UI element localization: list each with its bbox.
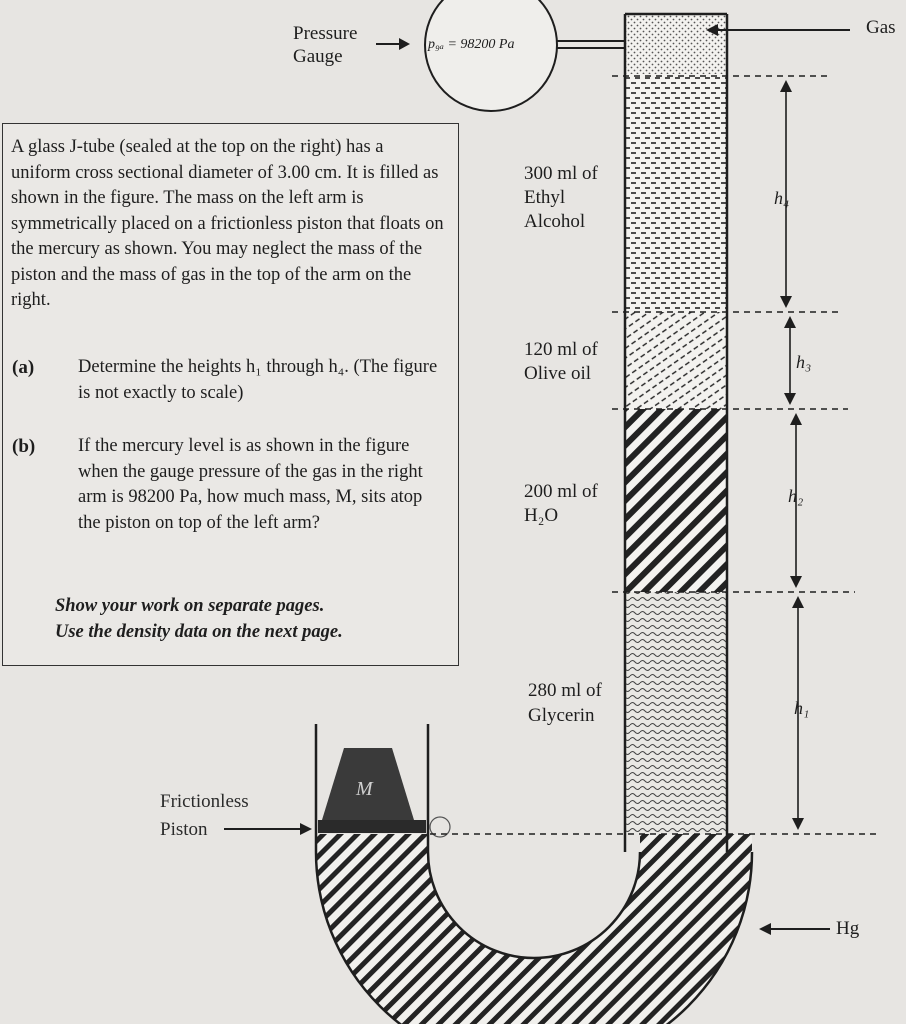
problem-intro: A glass J-tube (sealed at the top on the right) has a uniform cross sectional diameter of 3.00 cm. It is filled as shown in the figure. The mass on the left arm is symmetrically placed on a frictionless piston that floats on the mercury as shown. You may neglect the mass of the piston and the mass of gas in the top of the arm on the right. (11, 137, 444, 310)
layer-oil-volume: 120 ml of (524, 339, 598, 360)
part-b-text: If the mercury level is as shown in the figure when the gauge pressure of the gas in the right arm is 98200 Pa, how much mass, M, sits atop the piston on top of the left arm? (78, 436, 423, 533)
height-label-h4: h₄ (774, 188, 790, 208)
gas-layer (625, 14, 727, 74)
pressure-gauge-dial (425, 0, 557, 111)
mercury-fill (316, 834, 752, 1024)
gauge-pointer-arrowhead (399, 38, 410, 50)
part-b-label: (b) (12, 436, 36, 457)
hg-arrowhead (759, 923, 771, 935)
note-density-data: Use the density data on the next page. (55, 622, 343, 642)
gauge-label-line1: Pressure (293, 23, 358, 44)
gauge-reading: p₉ₐ = 98200 Pa (428, 37, 515, 52)
olive-oil-layer (625, 312, 727, 409)
layer-water-volume: 200 ml of (524, 481, 598, 502)
height-label-h1: h₁ (794, 698, 810, 718)
piston-arrowhead (300, 823, 312, 835)
piston (318, 820, 426, 833)
layer-glycerin-volume: 280 ml of (528, 680, 602, 701)
layer-water-name: H₂O (524, 505, 559, 526)
height-label-h2: h₂ (788, 486, 804, 506)
layer-ethyl-volume: 300 ml of (524, 163, 598, 184)
mass-label: M (356, 778, 373, 800)
piston-label-line2: Piston (160, 819, 208, 840)
layer-ethyl-name-2: Alcohol (524, 211, 586, 232)
height-label-h3: h₃ (796, 352, 812, 372)
note-separate-pages: Show your work on separate pages. (55, 596, 325, 616)
layer-oil-name: Olive oil (524, 363, 592, 384)
water-layer (625, 409, 727, 592)
layer-ethyl-name-1: Ethyl (524, 187, 566, 208)
ethyl-alcohol-layer (625, 74, 727, 312)
layer-glycerin-name: Glycerin (528, 705, 595, 726)
part-a-label: (a) (12, 357, 35, 378)
hg-label: Hg (836, 918, 860, 939)
gas-label: Gas (866, 17, 896, 38)
part-a-text: Determine the heights h₁ through h₄. (The figure is not exactly to scale) (78, 357, 438, 403)
glycerin-layer (625, 592, 727, 834)
piston-label-line1: Frictionless (160, 791, 249, 812)
gauge-label-line2: Gauge (293, 46, 343, 67)
